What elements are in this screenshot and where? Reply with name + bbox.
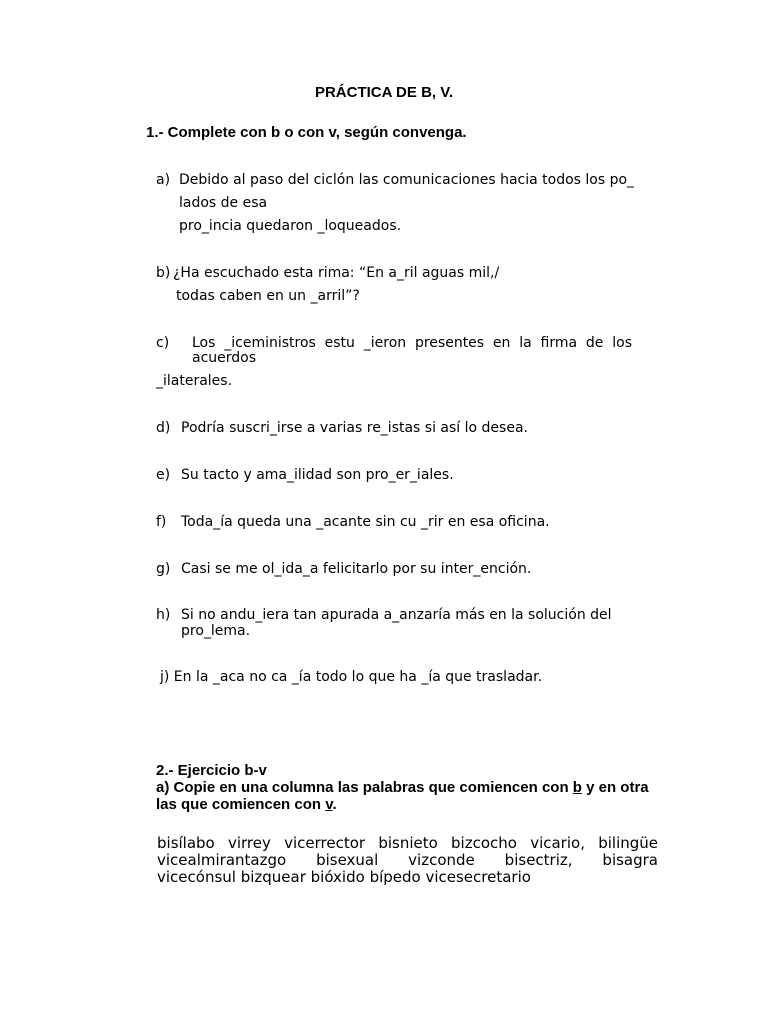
item-f-marker: f) [156, 514, 167, 530]
word-list-line1: bisílabo virrey vicerrector bisnieto bizcocho vicario, bilingüe [157, 834, 658, 852]
section-2-heading: 2.- Ejercicio b-v [156, 762, 267, 779]
item-g-marker: g) [156, 561, 171, 577]
item-c-line1: Los _iceministros estu _ieron presentes en la firma de los [192, 335, 632, 351]
item-a-marker: a) [156, 172, 171, 188]
item-a-line3: pro_incia quedaron _loqueados. [179, 218, 402, 234]
underlined-letter-v: v [325, 796, 333, 813]
section-2-instruction-line2 [156, 796, 337, 813]
item-h-marker: h) [156, 607, 171, 623]
item-h-line1: Si no andu_iera tan apurada a_anzaría más en la solución del [181, 607, 612, 623]
item-j-text: j) En la _aca no ca _ía todo lo que ha _ía que trasladar. [160, 669, 543, 685]
page-title: PRÁCTICA DE B, V. [314, 84, 454, 101]
instruction-text: . [332, 796, 337, 813]
section-2-instruction-line1 [156, 779, 649, 796]
item-g-text: Casi se me ol_ida_a felicitarlo por su inter_ención. [181, 561, 532, 577]
underlined-letter-b: b [572, 779, 582, 796]
word-list-line3: vicecónsul bizquear bióxido bípedo vicesecretario [157, 868, 531, 886]
instruction-text: a) Copie en una columna las palabras que comiencen con [156, 779, 573, 796]
item-c-marker: c) [156, 335, 170, 351]
instruction-text: y en otra [581, 779, 649, 796]
item-d-text: Podría suscri_irse a varias re_istas si así lo desea. [181, 420, 528, 436]
item-b-marker: b) [156, 265, 171, 281]
item-c-line2: acuerdos [192, 350, 257, 366]
item-f-text: Toda_ía queda una _acante sin cu _rir en esa oficina. [181, 514, 550, 530]
instruction-text: las que comiencen con [156, 796, 326, 813]
section-1-heading: 1.- Complete con b o con v, según convenga. [146, 124, 467, 141]
item-a-line1: Debido al paso del ciclón las comunicaciones hacia todos los po_ [179, 172, 635, 188]
item-b-line1: ¿Ha escuchado esta rima: “En a_ril aguas mil,/ [173, 265, 500, 281]
item-c-line3: _ilaterales. [156, 373, 233, 389]
item-b-line2: todas caben en un _arril”? [176, 288, 360, 304]
item-e-text: Su tacto y ama_ilidad son pro_er_iales. [181, 467, 454, 483]
item-e-marker: e) [156, 467, 171, 483]
word-list-line2: vicealmirantazgo bisexual vizconde bisectriz, bisagra [157, 851, 658, 869]
item-a-line2: lados de esa [179, 195, 268, 211]
item-d-marker: d) [156, 420, 171, 436]
item-h-line2: pro_lema. [181, 623, 251, 639]
